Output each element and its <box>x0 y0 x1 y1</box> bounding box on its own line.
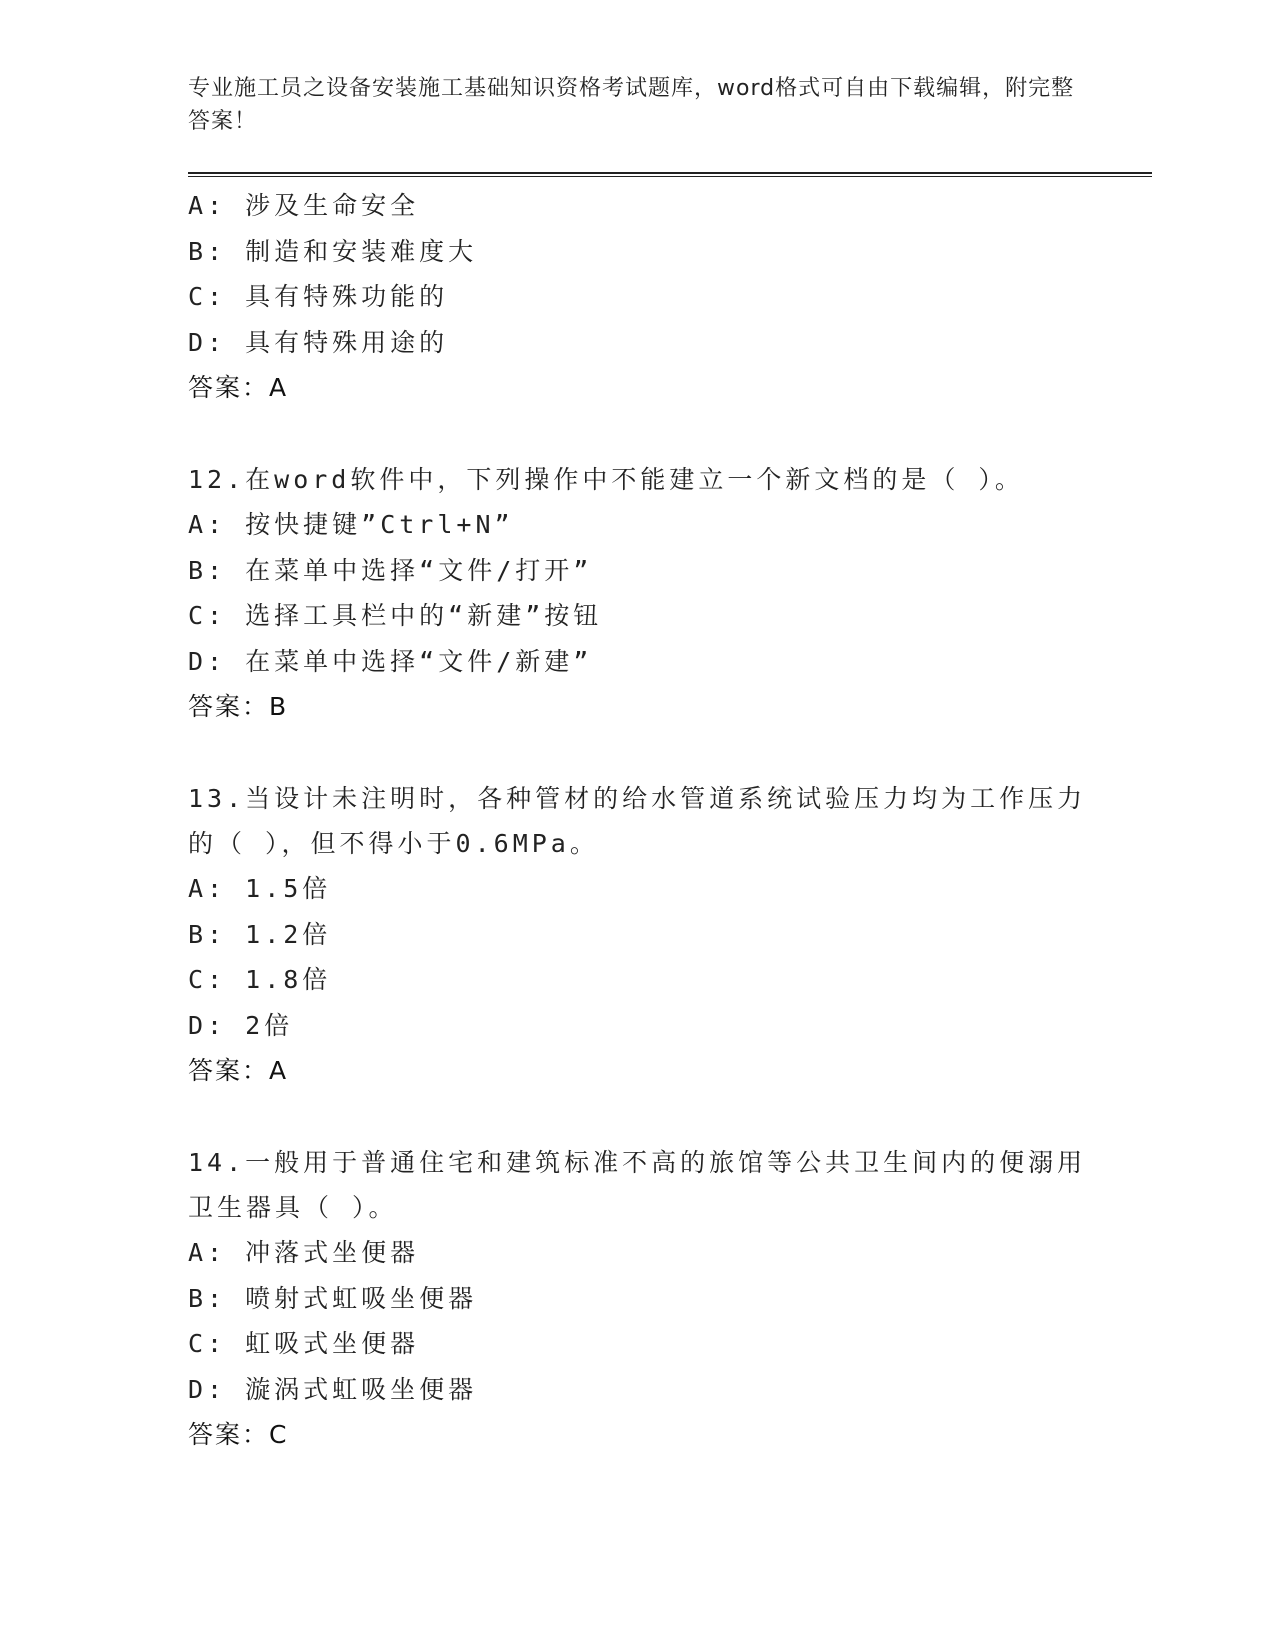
option-d: D: 2倍 <box>188 1010 294 1040</box>
option-c: C: 虹吸式坐便器 <box>188 1329 420 1358</box>
question-text: 12.在word软件中，下列操作中不能建立一个新文档的是（ ）。 <box>188 465 1024 494</box>
document-header: 专业施工员之设备安装施工基础知识资格考试题库，word格式可自由下载编辑，附完整答案！ <box>188 76 1075 134</box>
option-a: A: 按快捷键”Ctrl+N” <box>188 510 514 539</box>
option-d: D: 具有特殊用途的 <box>188 327 449 357</box>
question-13 <box>188 776 1152 1093</box>
option-b: B: 制造和安装难度大 <box>188 236 478 266</box>
answer-line: 答案：A <box>188 373 289 402</box>
answer-line: 答案：A <box>188 1056 289 1085</box>
option-c: C: 选择工具栏中的“新建”按钮 <box>188 601 603 630</box>
option-b: B: 1.2倍 <box>188 919 332 949</box>
question-14 <box>188 1140 1152 1457</box>
question-list <box>188 183 1152 1457</box>
document-page <box>188 72 1152 1504</box>
answer-line: 答案：C <box>188 1420 289 1449</box>
option-b: B: 喷射式虹吸坐便器 <box>188 1283 478 1313</box>
option-a: A: 冲落式坐便器 <box>188 1238 420 1267</box>
option-a: A: 1.5倍 <box>188 874 332 903</box>
header-divider <box>188 172 1152 177</box>
option-d: D: 漩涡式虹吸坐便器 <box>188 1374 478 1404</box>
option-b: B: 在菜单中选择“文件/打开” <box>188 555 593 585</box>
option-c: C: 1.8倍 <box>188 965 332 994</box>
question-text: 14.一般用于普通住宅和建筑标准不高的旅馆等公共卫生间内的便溺用卫生器具（ ）。 <box>188 1148 1087 1222</box>
option-d: D: 在菜单中选择“文件/新建” <box>188 646 593 676</box>
question-12 <box>188 457 1152 729</box>
answer-line: 答案：B <box>188 692 289 721</box>
option-c: C: 具有特殊功能的 <box>188 282 449 311</box>
question-text: 13.当设计未注明时，各种管材的给水管道系统试验压力均为工作压力的（ ），但不得小于0.6MPa。 <box>188 784 1087 858</box>
question-11-continued <box>188 183 1152 410</box>
option-a: A: 涉及生命安全 <box>188 191 420 220</box>
